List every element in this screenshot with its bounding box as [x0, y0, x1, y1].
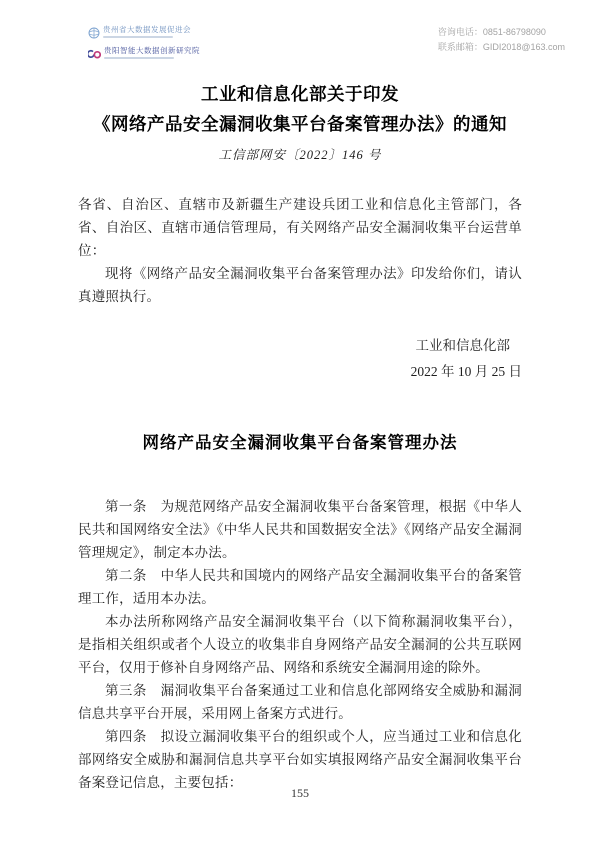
measures-articles [78, 495, 522, 794]
logo-column [88, 25, 200, 65]
association-logo-text: 贵州省大数据发展促进会 [103, 25, 191, 34]
signer-name: 工业和信息化部 [415, 338, 510, 353]
addressee-paragraph: 各省、自治区、直辖市及新疆生产建设兵团工业和信息化主管部门，各省、自治区、直辖市通信管理局，有关网络产品安全漏洞收集平台运营单位： [78, 197, 522, 258]
document-number: 工信部网安〔2022〕146 号 [218, 148, 382, 162]
notice-paragraph: 现将《网络产品安全漏洞收集平台备案管理办法》印发给你们，请认真遵照执行。 [78, 266, 522, 304]
page-header [0, 0, 600, 63]
notice-title-block [0, 79, 600, 165]
globe-icon [88, 26, 100, 44]
contact-phone: 咨询电话：0851-86798090 [437, 27, 546, 37]
logo-subtitle-placeholder [104, 57, 174, 60]
article-paragraph: 第四条 拟设立漏洞收集平台的组织或个人，应当通过工业和信息化部网络安全威胁和漏洞信息共享平台如实填报网络产品安全漏洞收集平台备案登记信息，主要包括： [78, 729, 522, 790]
institute-logo [88, 46, 200, 65]
page-number: 155 [291, 786, 309, 800]
article-paragraph: 第一条 为规范网络产品安全漏洞收集平台备案管理，根据《中华人民共和国网络安全法》《中华人民共和国数据安全法》《网络产品安全漏洞管理规定》，制定本办法。 [78, 499, 522, 560]
go-mark-icon [88, 47, 101, 65]
contact-email: 联系邮箱：GIDI2018@163.com [437, 42, 565, 52]
association-logo [88, 25, 200, 44]
notice-body [78, 193, 522, 308]
article-paragraph: 本办法所称网络产品安全漏洞收集平台（以下简称漏洞收集平台），是指相关组织或者个人设立的收集非自身网络产品安全漏洞的公共互联网平台，仅用于修补自身网络产品、网络和系统安全漏洞用途的除外。 [78, 614, 522, 675]
measures-heading: 网络产品安全漏洞收集平台备案管理办法 [142, 433, 458, 452]
notice-title-line1: 工业和信息化部关于印发 [201, 84, 399, 104]
logo-subtitle-placeholder [103, 36, 173, 39]
institute-logo-text: 贵阳智能大数据创新研究院 [104, 46, 200, 55]
notice-title-line2: 《网络产品安全漏洞收集平台备案管理办法》的通知 [93, 114, 507, 134]
article-paragraph: 第三条 漏洞收集平台备案通过工业和信息化部网络安全威胁和漏洞信息共享平台开展，采用网上备案方式进行。 [78, 683, 522, 721]
signature-date: 2022 年 10 月 25 日 [410, 364, 522, 379]
signature-block [78, 333, 522, 385]
contact-info [438, 25, 565, 55]
article-paragraph: 第二条 中华人民共和国境内的网络产品安全漏洞收集平台的备案管理工作，适用本办法。 [78, 568, 522, 606]
document-content [78, 193, 522, 794]
